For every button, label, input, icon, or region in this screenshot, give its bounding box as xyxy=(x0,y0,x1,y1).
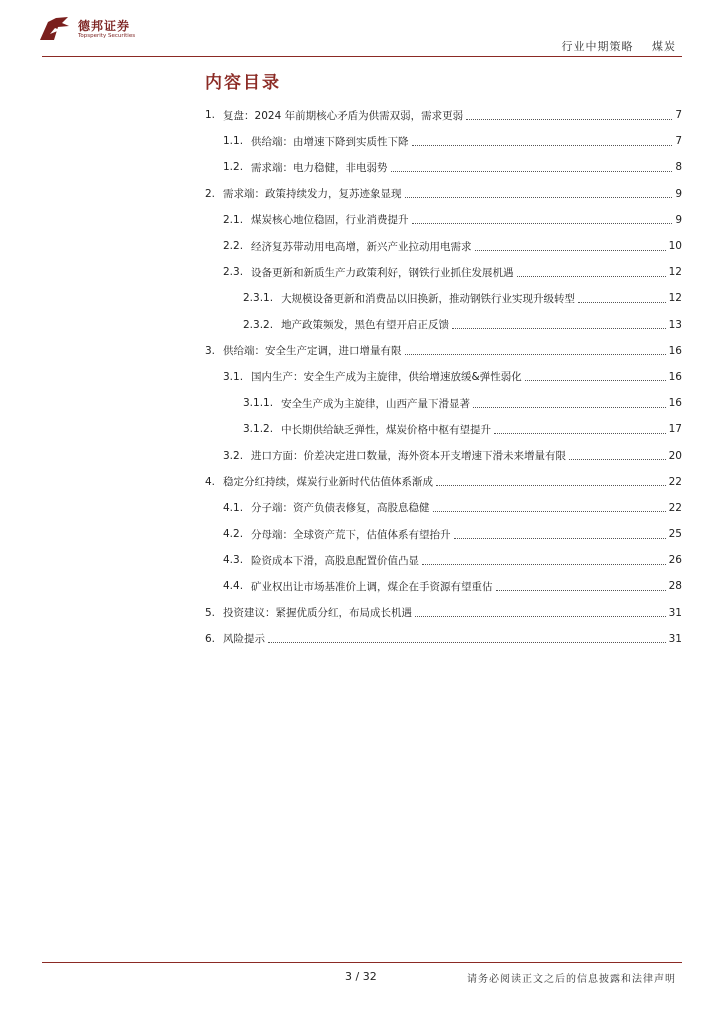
toc-entry[interactable] xyxy=(205,338,682,364)
report-type: 行业中期策略 xyxy=(561,40,634,53)
toc-entry-number: 2.2. xyxy=(223,240,244,253)
toc-entry-page: 10 xyxy=(668,240,682,253)
brand-name-en: Topsperity Securities xyxy=(78,33,136,39)
toc-entry-page: 16 xyxy=(668,370,682,383)
toc-dot-leader xyxy=(578,302,666,303)
toc-entry-page: 9 xyxy=(675,187,682,200)
toc-entry-number: 3.1.2. xyxy=(243,423,274,436)
toc-dot-leader xyxy=(494,433,666,434)
industry-label: 煤炭 xyxy=(652,40,676,53)
toc-dot-leader xyxy=(268,642,666,643)
toc-entry[interactable] xyxy=(205,259,682,285)
toc-entry-title: 供给端：安全生产定调，进口增量有限 xyxy=(223,345,402,358)
toc-entry-number: 4.1. xyxy=(223,501,244,514)
report-header-info xyxy=(562,38,677,54)
toc-entry[interactable] xyxy=(205,233,682,259)
toc-entry-number: 2. xyxy=(205,187,216,200)
brand-name-cn: 德邦证券 xyxy=(78,19,131,33)
toc-entry-page: 22 xyxy=(668,475,682,488)
toc-entry-number: 6. xyxy=(205,632,216,645)
brand-logo xyxy=(38,14,138,48)
toc-dot-leader xyxy=(412,145,673,146)
toc-entry-number: 2.1. xyxy=(223,213,244,226)
toc-entry-page: 20 xyxy=(668,449,682,462)
toc-dot-leader xyxy=(475,250,666,251)
toc-entry-title: 投资建议：紧握优质分红，布局成长机遇 xyxy=(223,607,413,620)
toc-dot-leader xyxy=(405,197,673,198)
legal-disclaimer: 请务必阅读正文之后的信息披露和法律声明 xyxy=(467,974,676,985)
logo-mark-icon xyxy=(38,14,72,44)
toc-entry-title: 进口方面：价差决定进口数量，海外资本开支增速下滑未来增量有限 xyxy=(251,450,567,463)
toc-entry[interactable] xyxy=(205,626,682,652)
toc-entry-number: 2.3.2. xyxy=(243,318,274,331)
toc-dot-leader xyxy=(405,354,666,355)
toc-entry[interactable] xyxy=(205,573,682,599)
toc-entry[interactable] xyxy=(205,416,682,442)
toc-entry-page: 22 xyxy=(668,501,682,514)
toc-entry[interactable] xyxy=(205,547,682,573)
toc-entry[interactable] xyxy=(205,495,682,521)
toc-entry[interactable] xyxy=(205,364,682,390)
toc-entry[interactable] xyxy=(205,521,682,547)
toc-entry-title: 需求端：电力稳健，非电弱势 xyxy=(251,161,388,174)
footer-divider xyxy=(42,962,682,963)
toc-entry[interactable] xyxy=(205,102,682,128)
toc-entry-number: 1. xyxy=(205,109,216,122)
toc-entry-page: 16 xyxy=(668,397,682,410)
toc-dot-leader xyxy=(391,171,673,172)
toc-entry-number: 1.2. xyxy=(223,161,244,174)
header-divider xyxy=(42,56,682,57)
toc-entry[interactable] xyxy=(205,442,682,468)
toc-dot-leader xyxy=(412,223,673,224)
toc-entry-page: 9 xyxy=(675,213,682,226)
toc-entry-page: 7 xyxy=(675,135,682,148)
toc-dot-leader xyxy=(496,590,666,591)
toc-entry-number: 4. xyxy=(205,475,216,488)
page-indicator: 3 / 32 xyxy=(345,970,377,983)
toc-entry-number: 2.3.1. xyxy=(243,292,274,305)
toc-entry[interactable] xyxy=(205,600,682,626)
toc-entry[interactable] xyxy=(205,285,682,311)
toc-entry[interactable] xyxy=(205,390,682,416)
toc-dot-leader xyxy=(415,616,666,617)
table-of-contents xyxy=(205,102,682,652)
toc-entry-title: 地产政策频发，黑色有望开启正反馈 xyxy=(281,319,450,332)
toc-entry-page: 7 xyxy=(675,109,682,122)
toc-entry-page: 17 xyxy=(668,423,682,436)
toc-entry-title: 中长期供给缺乏弹性，煤炭价格中枢有望提升 xyxy=(281,423,492,436)
toc-dot-leader xyxy=(517,276,666,277)
toc-entry-title: 风险提示 xyxy=(223,633,266,646)
toc-entry-title: 国内生产：安全生产成为主旋律，供给增速放缓&弹性弱化 xyxy=(251,371,522,384)
toc-dot-leader xyxy=(569,459,666,460)
toc-entry-title: 需求端：政策持续发力，复苏迹象显现 xyxy=(223,188,402,201)
toc-entry-number: 3. xyxy=(205,344,216,357)
toc-dot-leader xyxy=(422,564,666,565)
toc-entry-title: 稳定分红持续，煤炭行业新时代估值体系渐成 xyxy=(223,476,434,489)
toc-entry[interactable] xyxy=(205,207,682,233)
toc-entry[interactable] xyxy=(205,154,682,180)
toc-entry-title: 设备更新和新质生产力政策利好，钢铁行业抓住发展机遇 xyxy=(251,266,514,279)
toc-entry-title: 分母端：全球资产荒下，估值体系有望抬升 xyxy=(251,528,451,541)
toc-entry-title: 险资成本下滑，高股息配置价值凸显 xyxy=(251,554,420,567)
toc-entry-number: 4.2. xyxy=(223,528,244,541)
toc-entry[interactable] xyxy=(205,181,682,207)
toc-entry-number: 4.4. xyxy=(223,580,244,593)
toc-dot-leader xyxy=(452,328,666,329)
toc-entry-title: 安全生产成为主旋律，山西产量下滑显著 xyxy=(281,397,471,410)
toc-entry-number: 5. xyxy=(205,606,216,619)
toc-entry-title: 经济复苏带动用电高增，新兴产业拉动用电需求 xyxy=(251,240,472,253)
toc-entry-page: 26 xyxy=(668,554,682,567)
toc-entry-page: 25 xyxy=(668,528,682,541)
toc-entry-title: 复盘：2024 年前期核心矛盾为供需双弱，需求更弱 xyxy=(223,109,464,122)
toc-entry-number: 3.2. xyxy=(223,449,244,462)
toc-dot-leader xyxy=(525,380,666,381)
toc-entry-number: 4.3. xyxy=(223,554,244,567)
toc-title: 内容目录 xyxy=(205,73,281,93)
toc-entry-title: 煤炭核心地位稳固，行业消费提升 xyxy=(251,214,409,227)
toc-entry-title: 分子端：资产负债表修复，高股息稳健 xyxy=(251,502,430,515)
toc-entry-number: 1.1. xyxy=(223,135,244,148)
toc-entry-page: 13 xyxy=(668,318,682,331)
toc-entry[interactable] xyxy=(205,312,682,338)
toc-entry-page: 16 xyxy=(668,344,682,357)
toc-entry-page: 31 xyxy=(668,632,682,645)
toc-dot-leader xyxy=(466,119,672,120)
toc-entry-page: 8 xyxy=(675,161,682,174)
toc-dot-leader xyxy=(473,407,666,408)
toc-dot-leader xyxy=(454,538,666,539)
toc-entry[interactable] xyxy=(205,469,682,495)
toc-entry-number: 3.1.1. xyxy=(243,397,274,410)
toc-dot-leader xyxy=(433,511,666,512)
toc-entry-page: 28 xyxy=(668,580,682,593)
toc-entry-page: 12 xyxy=(668,292,682,305)
toc-entry-title: 供给端：由增速下降到实质性下降 xyxy=(251,135,409,148)
toc-entry-page: 12 xyxy=(668,266,682,279)
toc-entry-number: 2.3. xyxy=(223,266,244,279)
toc-dot-leader xyxy=(436,485,666,486)
toc-entry-title: 矿业权出让市场基准价上调，煤企在手资源有望重估 xyxy=(251,580,493,593)
toc-entry-number: 3.1. xyxy=(223,370,244,383)
toc-entry[interactable] xyxy=(205,128,682,154)
toc-entry-page: 31 xyxy=(668,606,682,619)
toc-entry-title: 大规模设备更新和消费品以旧换新，推动钢铁行业实现升级转型 xyxy=(281,292,576,305)
